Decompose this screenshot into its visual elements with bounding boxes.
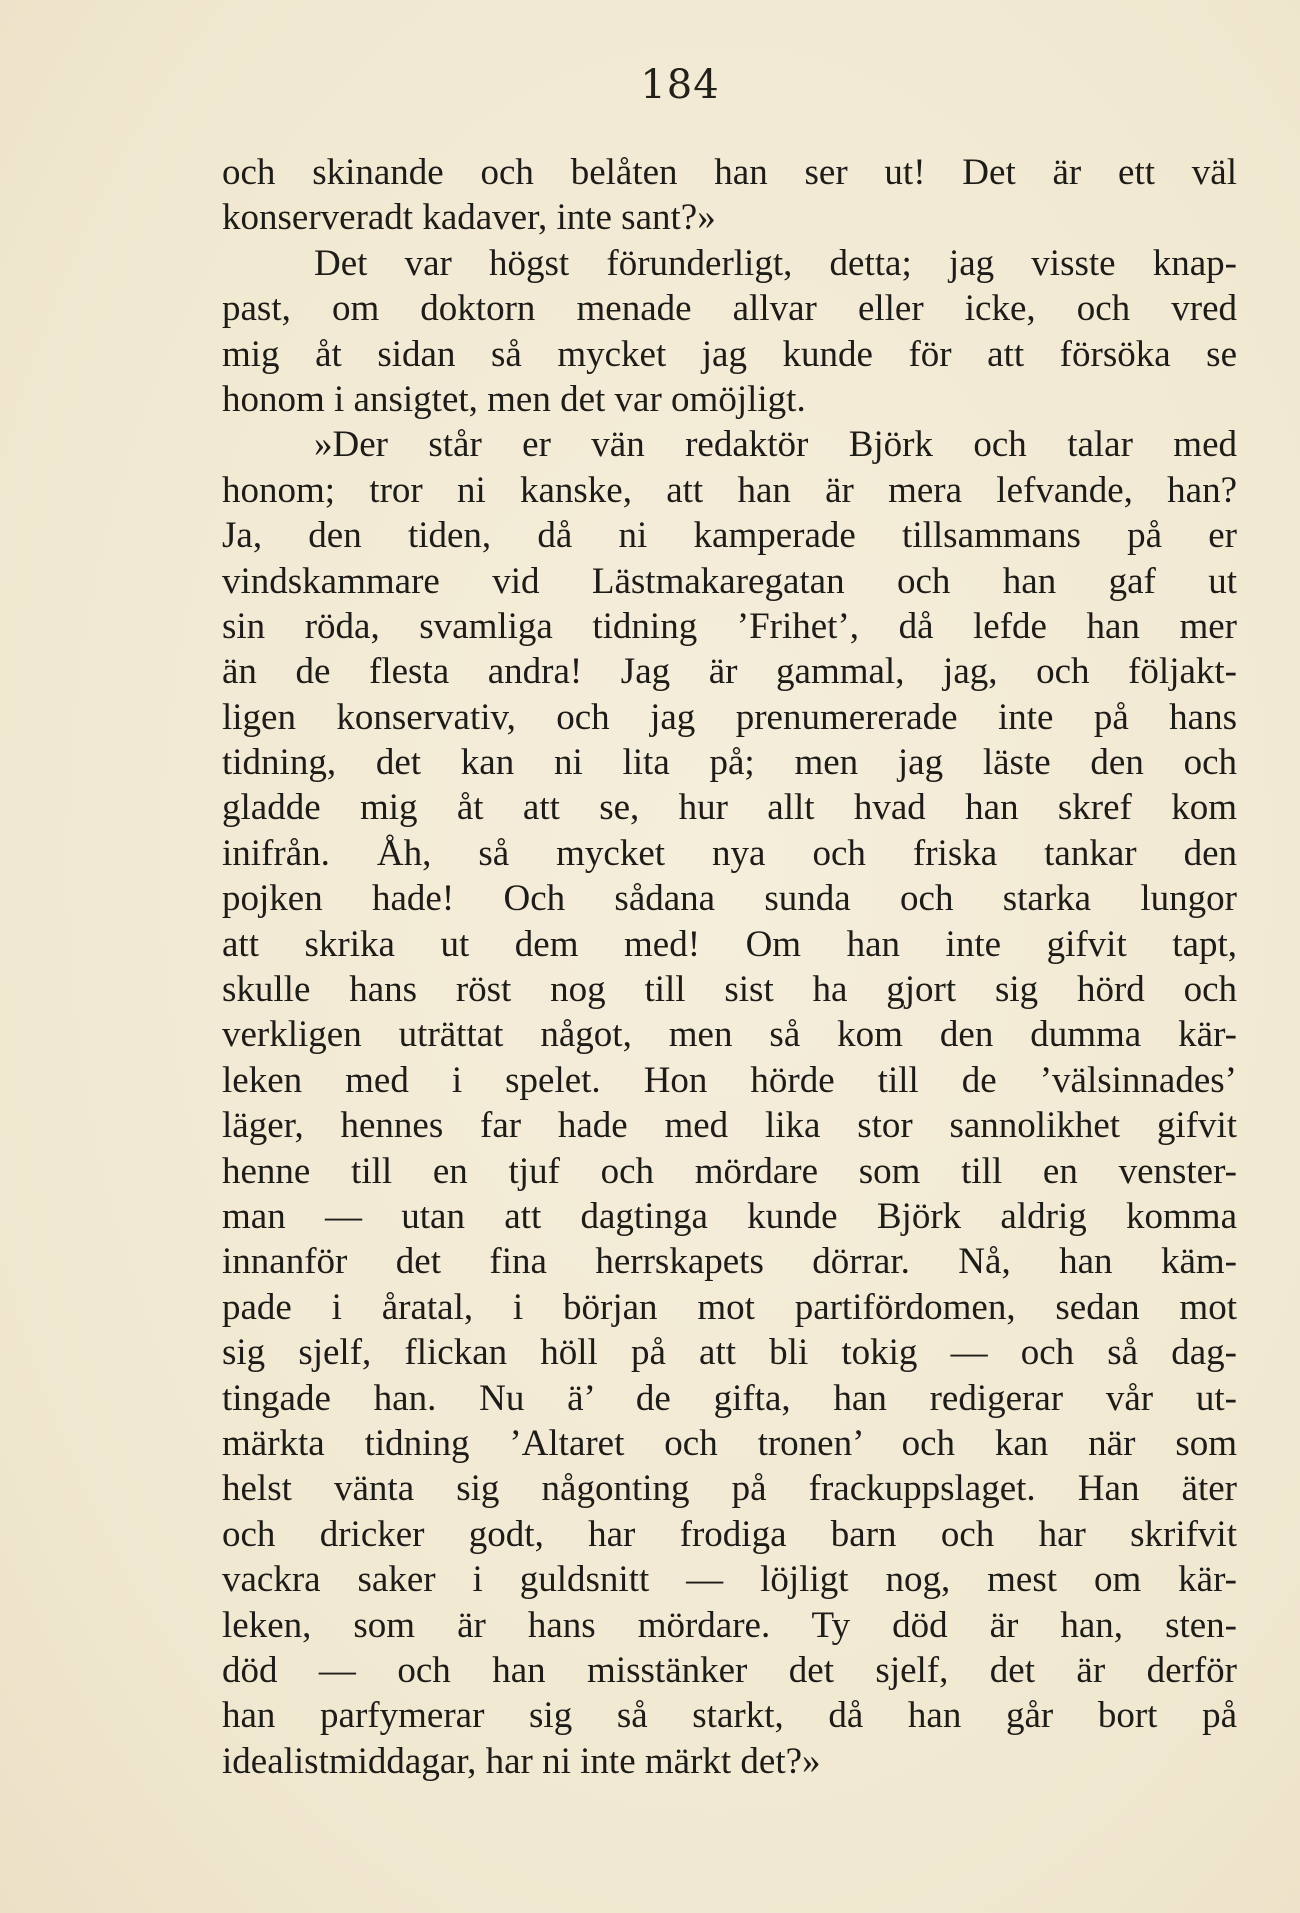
page-number: 184 <box>640 62 720 108</box>
text-line: ligen konservativ, och jag prenumererade inte på hans <box>222 696 1237 738</box>
text-line: man — utan att dagtinga kunde Björk aldrig komma <box>222 1195 1237 1237</box>
text-line: och dricker godt, har frodiga barn och har skrifvit <box>222 1513 1237 1555</box>
text-line: honom; tror ni kanske, att han är mera lefvande, han? <box>222 469 1237 511</box>
text-line: tidning, det kan ni lita på; men jag läste den och <box>222 742 1237 784</box>
text-line: idealistmiddagar, har ni inte märkt det?» <box>222 1740 821 1782</box>
text-line: innanför det fina herrskapets dörrar. Nå, han käm- <box>222 1241 1237 1283</box>
text-line: än de flesta andra! Jag är gammal, jag, och följakt- <box>222 651 1237 693</box>
text-line: märkta tidning ’Altaret och tronen’ och kan när som <box>222 1422 1237 1464</box>
text-line: inifrån. Åh, så mycket nya och friska tankar den <box>222 832 1237 874</box>
text-line: sin röda, svamliga tidning ’Frihet’, då lefde han mer <box>222 605 1237 647</box>
text-line: »Der står er vän redaktör Björk och talar med <box>314 424 1237 466</box>
text-line: att skrika ut dem med! Om han inte gifvit tapt, <box>222 923 1237 965</box>
text-line: verkligen uträttat något, men så kom den dumma kär- <box>222 1014 1237 1056</box>
text-line: pade i åratal, i början mot partifördomen, sedan mot <box>222 1286 1237 1328</box>
text-line: henne till en tjuf och mördare som till en venster- <box>222 1150 1237 1192</box>
text-line: gladde mig åt att se, hur allt hvad han skref kom <box>222 787 1237 829</box>
text-line: och skinande och belåten han ser ut! Det är ett väl <box>222 152 1237 193</box>
text-line: sig sjelf, flickan höll på att bli tokig — och så dag- <box>222 1332 1237 1374</box>
text-line: konserveradt kadaver, inte sant?» <box>222 197 716 239</box>
body-text <box>222 150 1237 1784</box>
text-line: leken med i spelet. Hon hörde till de ’välsinnades’ <box>222 1059 1237 1101</box>
text-line: Det var högst förunderligt, detta; jag visste knap- <box>314 242 1237 284</box>
text-line: han parfymerar sig så starkt, då han går bort på <box>222 1695 1237 1737</box>
text-line: skulle hans röst nog till sist ha gjort sig hörd och <box>222 969 1237 1011</box>
text-line: honom i ansigtet, men det var omöjligt. <box>222 378 806 420</box>
text-line: död — och han misstänker det sjelf, det är derför <box>222 1649 1237 1691</box>
text-line: vackra saker i guldsnitt — löjligt nog, mest om kär- <box>222 1559 1237 1601</box>
text-line: vindskammare vid Lästmakaregatan och han gaf ut <box>222 560 1237 602</box>
text-line: pojken hade! Och sådana sunda och starka lungor <box>222 878 1237 920</box>
text-line: tingade han. Nu ä’ de gifta, han redigerar vår ut- <box>222 1377 1237 1419</box>
text-line: läger, hennes far hade med lika stor sannolikhet gifvit <box>222 1105 1237 1147</box>
text-line: past, om doktorn menade allvar eller icke, och vred <box>222 288 1237 330</box>
text-line: mig åt sidan så mycket jag kunde för att försöka se <box>222 333 1237 375</box>
text-line: helst vänta sig någonting på frackuppslaget. Han äter <box>222 1468 1237 1510</box>
text-line: Ja, den tiden, då ni kamperade tillsammans på er <box>222 515 1237 557</box>
text-line: leken, som är hans mördare. Ty död är han, sten- <box>222 1604 1237 1646</box>
